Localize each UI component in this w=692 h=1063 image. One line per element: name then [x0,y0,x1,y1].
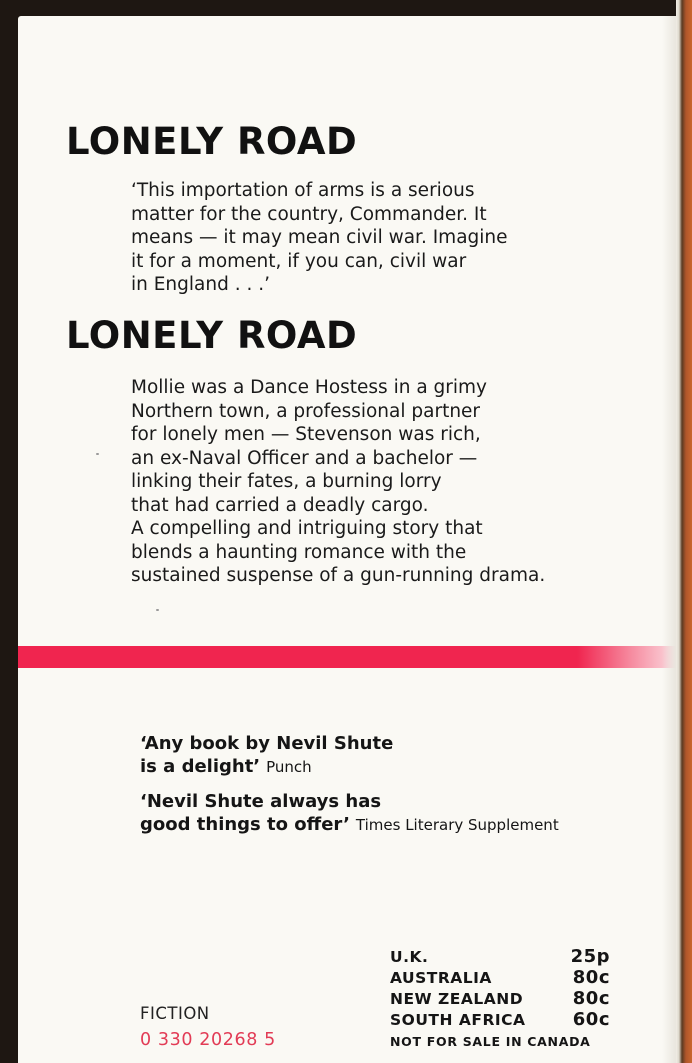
review-source: Times Literary Supplement [355,816,559,834]
category-label: FICTION [140,1004,210,1023]
blurb-line: Mollie was a Dance Hostess in a grimy [131,377,487,398]
review-source: Punch [266,758,312,776]
review-punch [140,732,393,779]
blurb-line: that had carried a deadly cargo. [131,494,429,516]
review-line: ‘Nevil Shute always has [140,791,382,812]
book-spine-edge [676,0,692,1063]
price-region: U.K. [390,948,429,966]
price-row [390,967,610,988]
review-tls [140,790,559,837]
title-heading-top: LONELY ROAD [66,120,358,163]
price-amount: 60c [572,1009,610,1030]
blurb [131,376,545,588]
review-line [140,813,559,837]
price-list [390,946,610,1030]
paper-speck [156,609,159,611]
blurb-line: blends a haunting romance with the [131,541,467,563]
price-amount: 80c [572,967,610,988]
price-row [390,1009,610,1030]
price-region: NEW ZEALAND [390,990,524,1008]
price-region: AUSTRALIA [390,969,492,987]
review-line-text: is a delight’ [140,756,261,777]
isbn-number: 0 330 20268 5 [140,1030,276,1050]
back-cover [18,16,676,1063]
excerpt-line: ‘This importation of arms is a serious [131,180,475,201]
price-row [390,946,610,967]
excerpt-line: in England . . .’ [131,274,271,295]
price-amount: 25p [570,946,610,967]
excerpt-line: it for a moment, if you can, civil war [131,250,467,272]
price-amount: 80c [572,988,610,1009]
blurb-line: A compelling and intriguing story that [131,518,483,539]
blurb-line: for lonely men — Stevenson was rich, [131,424,481,445]
excerpt-line: matter for the country, Commander. It [131,203,487,225]
title-heading-bottom: LONELY ROAD [66,314,358,357]
excerpt-line: means — it may mean civil war. Imagine [131,227,508,248]
price-region: SOUTH AFRICA [390,1011,526,1029]
blurb-line: an ex-Naval Officer and a bachelor — [131,447,478,469]
excerpt-quote [131,179,508,297]
sale-restriction-note: NOT FOR SALE IN CANADA [390,1034,591,1049]
red-divider-band [18,646,676,668]
blurb-line: sustained suspense of a gun-running drama. [131,565,546,586]
blurb-line: linking their fates, a burning lorry [131,471,442,492]
review-line [140,755,393,779]
paper-speck [96,453,99,455]
review-line-text: good things to offer’ [140,814,350,835]
price-row [390,988,610,1009]
review-line: ‘Any book by Nevil Shute [140,733,394,754]
blurb-line: Northern town, a professional partner [131,400,481,422]
